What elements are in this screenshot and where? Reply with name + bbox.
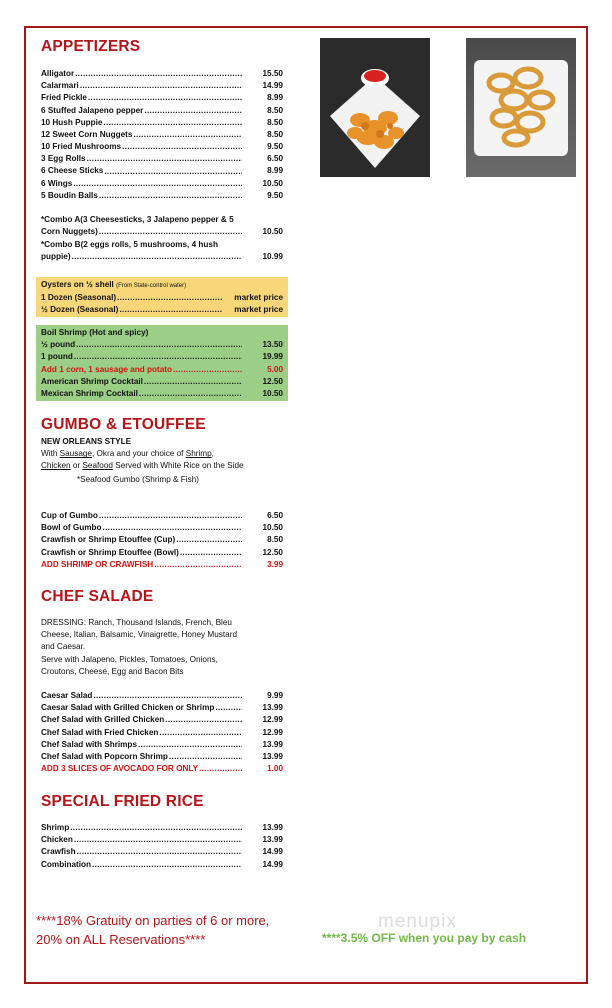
dot-leader [87, 153, 242, 165]
item-price: 10.50 [262, 388, 283, 398]
salade-list [41, 690, 283, 775]
menu-item-row [41, 714, 283, 726]
fried-calamari-photo [320, 38, 430, 177]
menu-item-row [41, 547, 283, 559]
item-name: Caesar Salad with Grilled Chicken or Shrimp [41, 703, 215, 713]
menu-item-row [41, 846, 283, 858]
item-name: Chef Salad with Shrimps [41, 739, 137, 749]
dot-leader [119, 304, 222, 316]
oysters-section: Oysters on ½ shell (From State-control water) 1 Dozen (Seasonal) ..... market price ½ Dozen (Seasonal) ..... market price [41, 279, 283, 316]
dot-leader [165, 714, 242, 726]
menu-item-row [41, 129, 283, 141]
dot-leader [139, 388, 242, 400]
dot-leader [70, 822, 242, 834]
gumbo-subtitle: NEW ORLEANS STYLE [41, 437, 132, 446]
item-price: 10.50 [262, 178, 283, 188]
item-price: 8.50 [267, 105, 283, 115]
item-price: market price [234, 305, 283, 315]
dot-leader [169, 751, 242, 763]
menu-item-row [41, 376, 283, 388]
dot-leader [117, 292, 222, 304]
salade-description [41, 617, 251, 678]
item-name: ½ Dozen (Seasonal) [41, 305, 119, 315]
dot-leader [159, 727, 242, 739]
gumbo-desc-text: With Sausage, Okra and your choice of Shrimp, Chicken or Seafood Served with White Rice on the Side [41, 449, 244, 471]
item-name: Shrimp [41, 822, 70, 832]
item-price: 10.50 [262, 523, 283, 533]
seafood-gumbo-note: *Seafood Gumbo (Shrimp & Fish) [77, 474, 199, 484]
item-name: Mexican Shrimp Cocktail [41, 388, 138, 398]
serve-text: Serve with Jalapeno, Pickles, Tomatoes, Onions, Croutons, Cheese, Egg and Bacon Bits [41, 654, 218, 676]
item-price: 8.50 [267, 117, 283, 127]
menu-item-row [41, 739, 283, 751]
appetizers-heading: APPETIZERS [41, 38, 141, 55]
item-name: American Shrimp Cocktail [41, 376, 143, 386]
dot-leader [73, 178, 242, 190]
item-name: Chef Salad with Popcorn Shrimp [41, 751, 168, 761]
boil-shrimp-list [41, 339, 283, 400]
item-price: 8.50 [267, 535, 283, 545]
dot-leader [103, 522, 243, 534]
item-name: 6 Stuffed Jalapeno pepper [41, 105, 144, 115]
menu-item-row [41, 834, 283, 846]
dot-leader [215, 702, 242, 714]
item-price: 8.50 [267, 129, 283, 139]
menu-item-row [41, 178, 283, 190]
item-price: 9.50 [267, 190, 283, 200]
item-price: 13.99 [262, 751, 283, 761]
menupix-watermark: menupix [378, 911, 457, 932]
item-price: 1.00 [267, 764, 283, 774]
item-name: ADD 3 SLICES OF AVOCADO FOR ONLY [41, 764, 199, 774]
item-name: Crawfish or Shrimp Etouffee (Bowl) [41, 547, 179, 557]
menu-item-row [41, 153, 283, 165]
gumbo-description [41, 436, 256, 486]
item-price: 13.99 [262, 822, 283, 832]
dot-leader [99, 510, 242, 522]
item-price: 15.50 [262, 68, 283, 78]
dot-leader [144, 105, 242, 117]
menu-item-row [41, 763, 283, 775]
item-price: 14.99 [262, 859, 283, 869]
item-name: Add 1 corn, 1 sausage and potato [41, 364, 173, 374]
item-price: 13.99 [262, 703, 283, 713]
item-price: 13.50 [262, 340, 283, 350]
item-name: Chef Salad with Grilled Chicken [41, 715, 165, 725]
menu-item-row [41, 339, 283, 351]
item-name: Crawfish [41, 847, 76, 857]
item-name: 3 Egg Rolls [41, 154, 86, 164]
cash-discount-note: ****3.5% OFF when you pay by cash [322, 931, 527, 945]
item-name: 6 Wings [41, 178, 73, 188]
menu-item-row [41, 702, 283, 714]
menu-item-row [41, 690, 283, 702]
menu-item-row [41, 105, 283, 117]
item-name: Fried Pickle [41, 93, 87, 103]
item-name: ADD SHRIMP OR CRAWFISH [41, 559, 154, 569]
item-price: 6.50 [267, 154, 283, 164]
dot-leader [103, 117, 242, 129]
item-name: Caesar Salad [41, 690, 93, 700]
item-price: 12.50 [262, 547, 283, 557]
menu-item-row [41, 351, 283, 363]
item-price: 14.99 [262, 847, 283, 857]
item-price: 6.50 [267, 510, 283, 520]
salade-heading: CHEF SALADE [41, 588, 154, 605]
dot-leader [74, 351, 242, 363]
dot-leader [180, 547, 242, 559]
item-name: Chef Salad with Fried Chicken [41, 727, 159, 737]
item-name: Chicken [41, 835, 73, 845]
item-name: Crawfish or Shrimp Etouffee (Cup) [41, 535, 176, 545]
menu-item-row [41, 510, 283, 522]
item-name: 5 Boudin Balls [41, 190, 98, 200]
item-price: 14.99 [262, 81, 283, 91]
item-price: 13.99 [262, 835, 283, 845]
combo-b: *Combo B(2 eggs rolls, 5 mushrooms, 4 hush puppie) ..... 10.99 [41, 239, 283, 263]
dot-leader [88, 92, 242, 104]
menu-item-row [41, 190, 283, 202]
dot-leader [176, 534, 242, 546]
item-price: 3.99 [267, 559, 283, 569]
boil-shrimp-title: Boil Shrimp (Hot and spicy) [41, 328, 149, 337]
menu-item-row [41, 364, 283, 376]
menu-item-row [41, 859, 283, 871]
gratuity-note: ****18% Gratuity on parties of 6 or more, 20% on ALL Reservations**** [36, 913, 270, 947]
dot-leader [104, 166, 242, 178]
item-price: 12.99 [262, 727, 283, 737]
item-price: 9.99 [267, 690, 283, 700]
item-name: 10 Hush Puppie [41, 117, 103, 127]
menu-item-row [41, 117, 283, 129]
appetizers-list [41, 68, 283, 202]
dot-leader [99, 190, 242, 202]
item-price: 12.50 [262, 376, 283, 386]
dot-leader [93, 690, 242, 702]
dressing-text: DRESSING: Ranch, Thousand Islands, French, Bleu Cheese, Italian, Balsamic, Vinaigrette, Honey Mustard and Caesar. [41, 618, 237, 652]
item-price: 8.99 [267, 93, 283, 103]
menu-item-row [41, 727, 283, 739]
item-name: 1 Dozen (Seasonal) [41, 292, 117, 302]
boil-shrimp-section [41, 327, 283, 400]
menu-item-row [41, 751, 283, 763]
item-name: ½ pound [41, 340, 76, 350]
combo-a: *Combo A(3 Cheesesticks, 3 Jalapeno pepper & 5 Corn Nuggets) ..... 10.50 [41, 214, 283, 238]
dot-leader [77, 846, 242, 858]
item-name: 12 Sweet Corn Nuggets [41, 129, 133, 139]
dot-leader [75, 68, 242, 80]
item-price: 12.99 [262, 715, 283, 725]
menu-item-row [41, 304, 283, 316]
menu-item-row [41, 80, 283, 92]
menu-item-row [41, 141, 283, 153]
dot-leader [173, 364, 242, 376]
oysters-list [41, 292, 283, 316]
menu-item-row [41, 166, 283, 178]
item-price: market price [234, 292, 283, 302]
item-price: 5.00 [267, 364, 283, 374]
gumbo-heading: GUMBO & ETOUFFEE [41, 416, 206, 433]
item-name: Calarmari [41, 81, 79, 91]
dot-leader [199, 763, 242, 775]
item-price: 19.99 [262, 352, 283, 362]
item-name: Combination [41, 859, 92, 869]
dot-leader [74, 834, 242, 846]
menu-item-row [41, 388, 283, 400]
item-price: 13.99 [262, 739, 283, 749]
rice-list [41, 822, 283, 871]
menu-item-row [41, 292, 283, 304]
dot-leader [92, 859, 242, 871]
menu-item-row [41, 92, 283, 104]
menu-item-row [41, 534, 283, 546]
dot-leader [76, 339, 242, 351]
fried-onion-rings-photo [466, 38, 576, 177]
item-name: 10 Fried Mushrooms [41, 142, 122, 152]
item-name: Alligator [41, 68, 75, 78]
item-price: 8.99 [267, 166, 283, 176]
item-name: Bowl of Gumbo [41, 523, 102, 533]
menu-item-row [41, 822, 283, 834]
dot-leader [138, 739, 242, 751]
item-price: 9.50 [267, 142, 283, 152]
item-name: Cup of Gumbo [41, 510, 98, 520]
menu-item-row [41, 559, 283, 571]
dot-leader [80, 80, 242, 92]
dot-leader [144, 376, 242, 388]
rice-heading: SPECIAL FRIED RICE [41, 793, 204, 810]
item-name: 1 pound [41, 352, 73, 362]
dot-leader [122, 141, 242, 153]
menu-item-row [41, 522, 283, 534]
dot-leader [133, 129, 242, 141]
dot-leader [154, 559, 242, 571]
gumbo-list [41, 510, 283, 571]
menu-item-row [41, 68, 283, 80]
item-name: 6 Cheese Sticks [41, 166, 104, 176]
